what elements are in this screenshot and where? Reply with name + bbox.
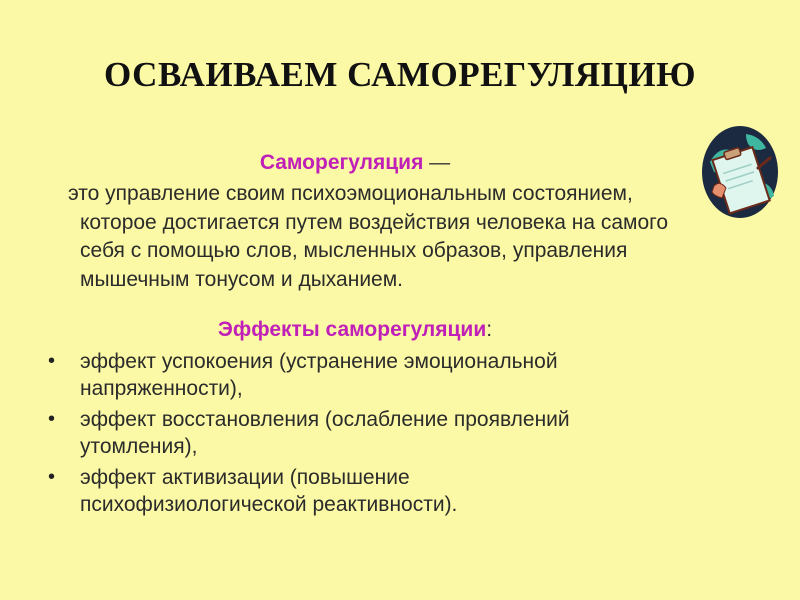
effects-heading bbox=[0, 316, 710, 344]
bullet-icon: • bbox=[48, 408, 56, 430]
list-item bbox=[40, 406, 640, 460]
bullet-icon: • bbox=[48, 466, 56, 488]
bullet-icon: • bbox=[48, 350, 56, 372]
clipboard-clipart-icon bbox=[700, 122, 780, 222]
slide-title: ОСВАИВАЕМ САМОРЕГУЛЯЦИЮ bbox=[104, 55, 696, 94]
effect-text-calming: эффект успокоения (устранение эмоциональной напряженности), bbox=[80, 350, 558, 400]
term-heading bbox=[0, 150, 710, 176]
effects-heading-label: Эффекты саморегуляции bbox=[217, 318, 487, 341]
term-label: Саморегуляция bbox=[259, 151, 424, 174]
effect-text-recovery: эффект восстановления (ослабление проявлений утомления), bbox=[80, 408, 570, 458]
effect-text-activation: эффект активизации (повышение психофизиологической реактивности). bbox=[80, 466, 458, 516]
effects-list bbox=[40, 348, 640, 522]
effects-heading-colon: : bbox=[486, 318, 493, 341]
list-item bbox=[40, 464, 640, 518]
term-dash: — bbox=[423, 151, 451, 174]
definition-text bbox=[68, 180, 688, 294]
definition-paragraph: это управление своим психоэмоциональным состоянием, которое достигается путем воздействия человека на самого себя с помощью слов, мысленных образов, управления мышечным тонусом и дыханием. bbox=[68, 182, 669, 291]
list-item bbox=[40, 348, 640, 402]
